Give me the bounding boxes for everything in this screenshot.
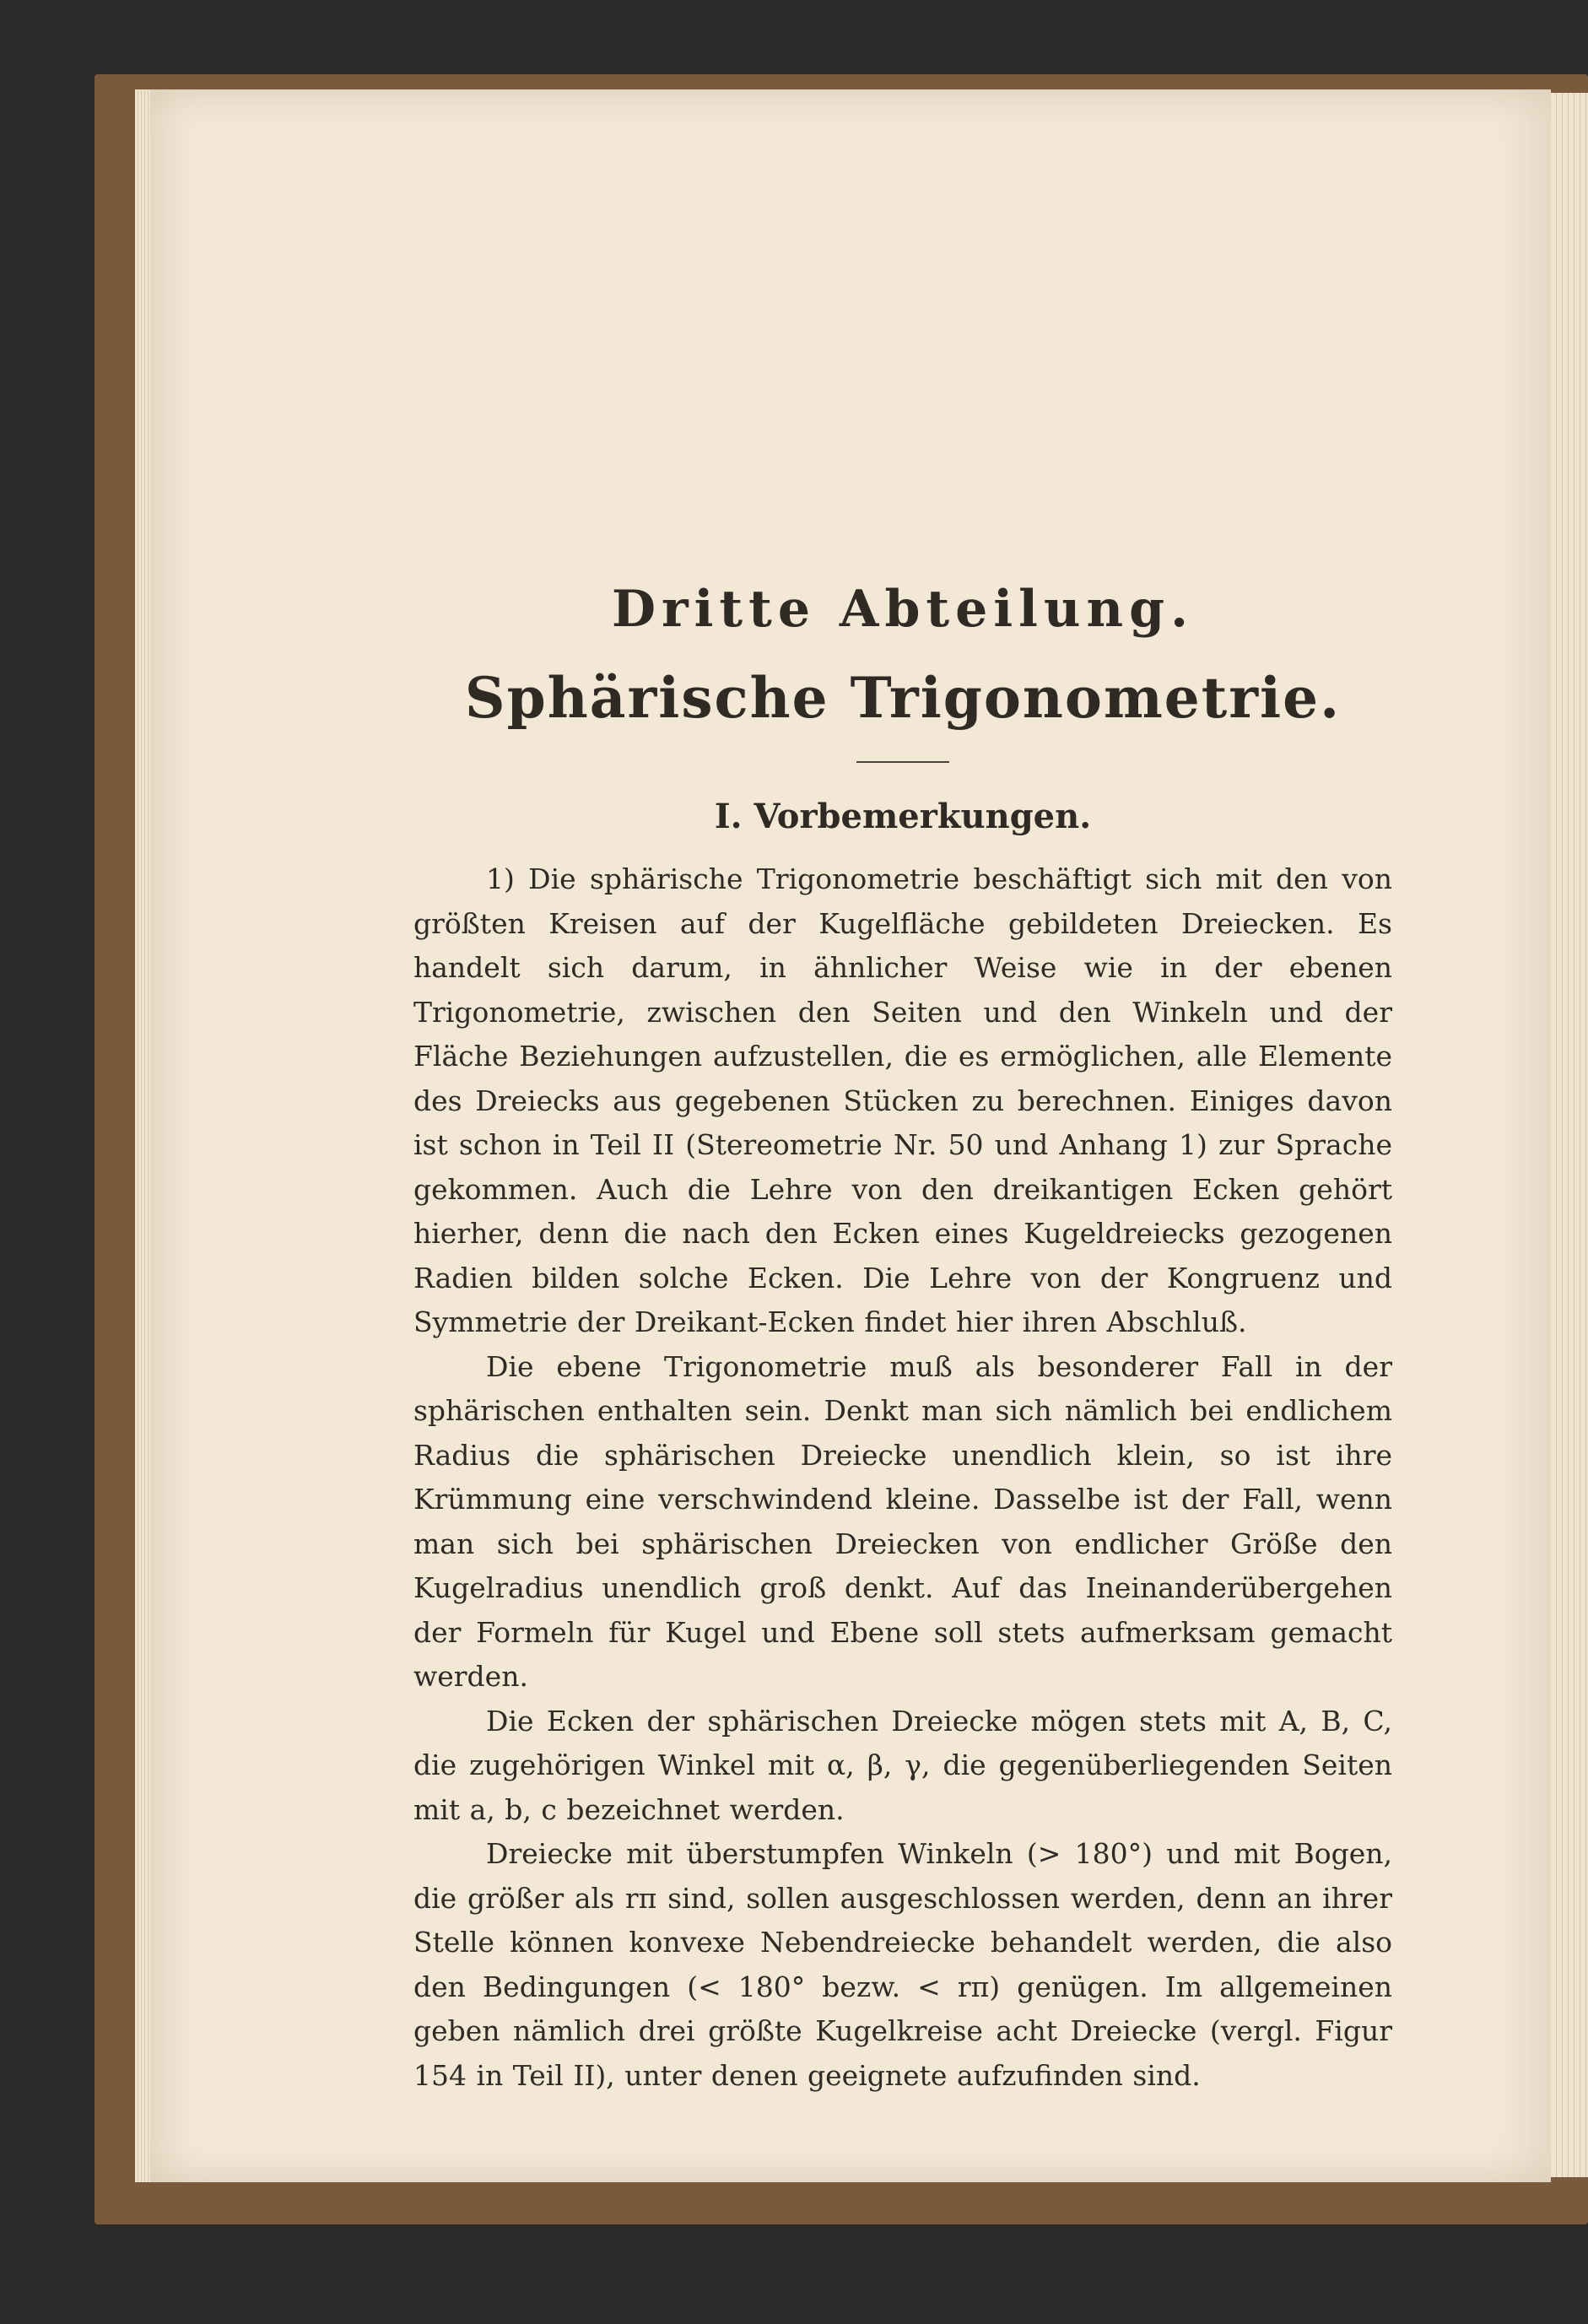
part-heading: Dritte Abteilung. <box>612 580 1194 639</box>
chapter-heading: Sphärische Trigonometrie. <box>464 665 1342 731</box>
page-content <box>413 574 1392 2098</box>
section-title: I. Vorbemerkungen. <box>714 797 1092 836</box>
paragraph-3: Die Ecken der sphärischen Dreiecke mögen stets mit A, B, C, die zugehörigen Winkel mit α, β, γ, die gegenüberliegenden Seiten mit a, b, c bezeichnet werden. <box>413 1704 1392 1826</box>
paragraph-4: Dreiecke mit überstumpfen Winkeln (> 180°) und mit Bogen, die größer als rπ sind, sollen ausgeschlossen werden, denn an ihrer Stelle können konvexe Nebendreiecke behandelt werden, die also den Bedingungen (< 180° bezw. < rπ) genügen. Im allgemeinen geben nämlich drei größte Kugelkreise acht Dreiecke (vergl. Figur 154 in Teil II), unter denen geeignete aufzufinden sind. <box>413 1837 1392 2092</box>
page-edges-right <box>1551 93 1588 2177</box>
heading-divider <box>856 761 949 763</box>
paragraph-2: Die ebene Trigonometrie muß als besonderer Fall in der sphärischen enthalten sein. Denkt man sich nämlich bei endlichem Radius die sphärischen Dreiecke unendlich klein, so ist ihre Krümmung eine verschwindend kleine. Dasselbe ist der Fall, wenn man sich bei sphärischen Dreiecken von endlicher Größe den Kugelradius unendlich groß denkt. Auf das Ineinanderübergehen der Formeln für Kugel und Ebene soll stets aufmerksam gemacht werden. <box>413 1349 1392 1693</box>
paragraph-1: 1) Die sphärische Trigonometrie beschäftigt sich mit den von größten Kreisen auf der Kugelfläche gebildeten Dreiecken. Es handelt sich darum, in ähnlicher Weise wie in der ebenen Trigonometrie, zwischen den Seiten und den Winkeln und der Fläche Beziehungen aufzustellen, die es ermöglichen, alle Elemente des Dreiecks aus gegebenen Stücken zu berechnen. Einiges davon ist schon in Teil II (Stereometrie Nr. 50 und Anhang 1) zur Sprache gekommen. Auch die Lehre von den dreikantigen Ecken gehört hierher, denn die nach den Ecken eines Kugeldreiecks gezogenen Radien bilden solche Ecken. Die Lehre von der Kongruenz und Symmetrie der Dreikant-Ecken findet hier ihren Abschluß. <box>413 862 1392 1338</box>
